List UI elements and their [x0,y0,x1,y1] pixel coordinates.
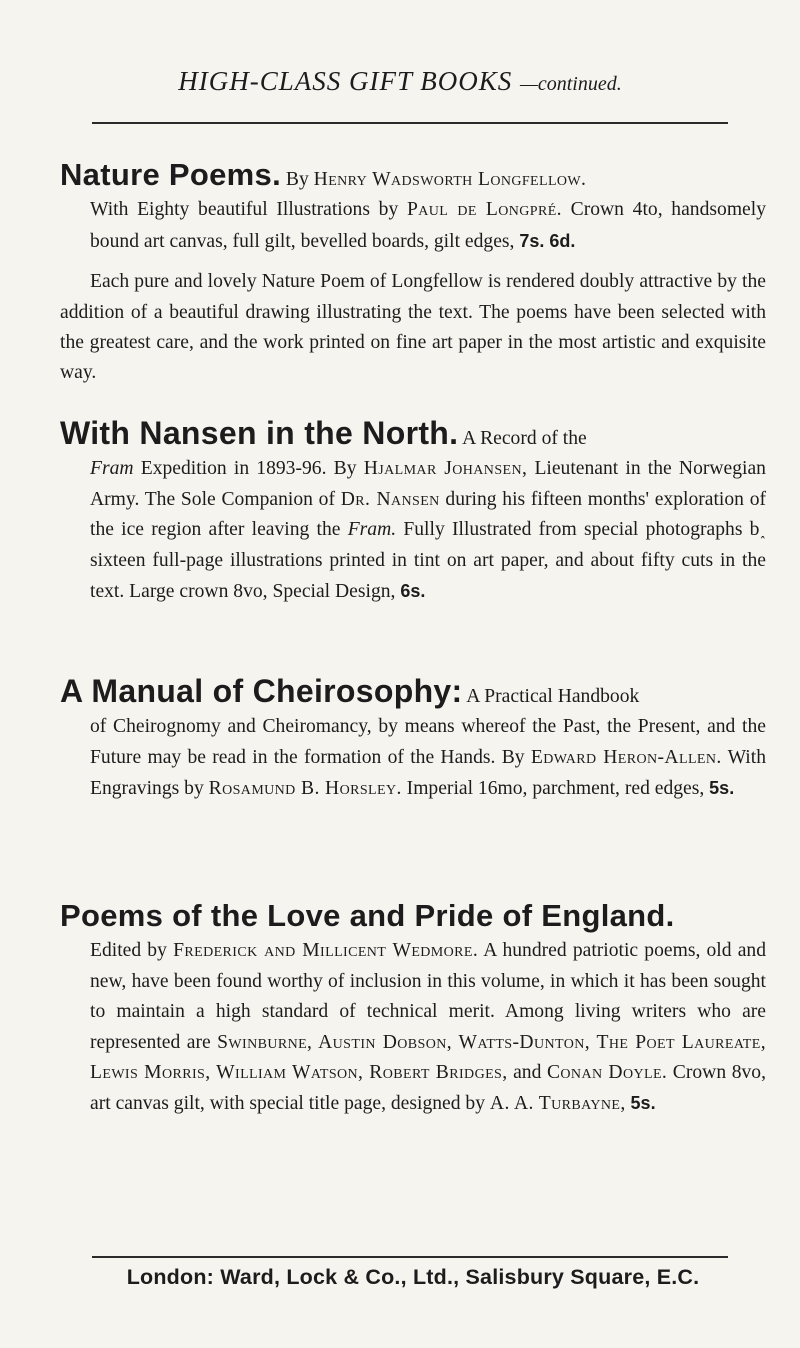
book-subtitle: A Record of the [458,428,587,449]
publisher-imprint: London: Ward, Lock & Co., Ltd., Salisbury Square, E.C. [126,1265,700,1289]
illustrator-name: Rosamund B. Horsley. [208,778,402,800]
footer-rule [92,1256,728,1258]
by-label: By [285,169,314,190]
designer-name: A. A. Turbayne, [489,1093,626,1115]
entry-text: With Eighty beautiful Illustrations by [90,199,407,221]
book-title: Poems of the Love and Pride of England. [60,898,675,933]
running-head [0,66,800,97]
entry-text: Lieutenant in the Norwegian Army. The Sole Companion of [90,458,766,510]
price: 6s. [400,581,426,602]
book-title: A Manual of Cheirosophy: [60,673,463,709]
entry-text: Fully Illustrated from special photographs b˰ sixteen full-page illustrations printed in tint on art paper, and about fifty cuts in the text. Large crown 8vo, Special Design, [90,519,766,603]
entry-text: and [507,1062,547,1084]
entry-text: Expedition in 1893-96. By [133,458,364,480]
entry-text: A hundred patriotic poems, old and new, have been found worthy of inclusion in this volume, in which it has been sought to maintain a high standard of technical merit. Among living writers who are represented are [90,940,766,1053]
entry-text: of Cheirognomy and Cheiromancy, by means whereof the Past, the Present, and the Future may be read in the formation of the Hands. By [90,716,766,768]
entry-text: Edited by [90,940,174,962]
illustrator-name: Paul de Longpré. [406,199,562,221]
entry-text: With Engravings by [90,746,766,800]
book-title: Nature Poems. [60,157,281,192]
writer-name: Conan Doyle. [546,1062,668,1084]
book-description: Each pure and lovely Nature Poem of Longfellow is rendered doubly attractive by the addition of a beautiful drawing illustrating the text. The poems have been selected with the greatest care, and the work printed on fine art paper in the most artistic and exquisite way. [60,271,766,384]
author-name: Edward Heron-Allen. [530,746,722,768]
header-rule [92,122,728,124]
editor-names: Frederick and Millicent Wedmore. [173,940,479,962]
ship-name: Fram. [347,519,397,541]
running-head-continued: —continued. [520,73,622,95]
book-entry-with-nansen [60,415,767,607]
author-name: Henry Wadsworth Longfellow. [313,169,587,190]
entry-text: Crown 4to, handsomely bound art canvas, full gilt, bevelled boards, gilt edges, [90,199,766,252]
price: 5s. [709,778,735,799]
author-name: Hjalmar Johansen, [363,458,528,480]
book-entry-love-and-pride [60,898,766,1120]
person-name: Dr. Nansen [340,488,440,510]
book-entry-cheirosophy [60,673,766,805]
ship-name: Fram [90,458,134,480]
entry-text: Crown 8vo, art canvas gilt, with special title page, designed by [90,1062,766,1115]
book-subtitle: A Practical Handbook [462,686,640,707]
book-title: With Nansen in the North. [60,415,459,451]
running-head-title: HIGH-CLASS GIFT BOOKS [178,66,513,96]
entry-text: during his fifteen months' exploration of the ice region after leaving the [90,488,767,541]
writer-names: Swinburne, Austin Dobson, Watts-Dunton, The Poet Laureate, Lewis Morris, William Watson, Robert Bridges, [90,1031,766,1084]
price: 5s. [630,1093,656,1114]
price: 7s. 6d. [519,230,576,251]
book-entry-nature-poems [60,157,766,389]
entry-text: Imperial 16mo, parchment, red edges, [401,778,710,800]
